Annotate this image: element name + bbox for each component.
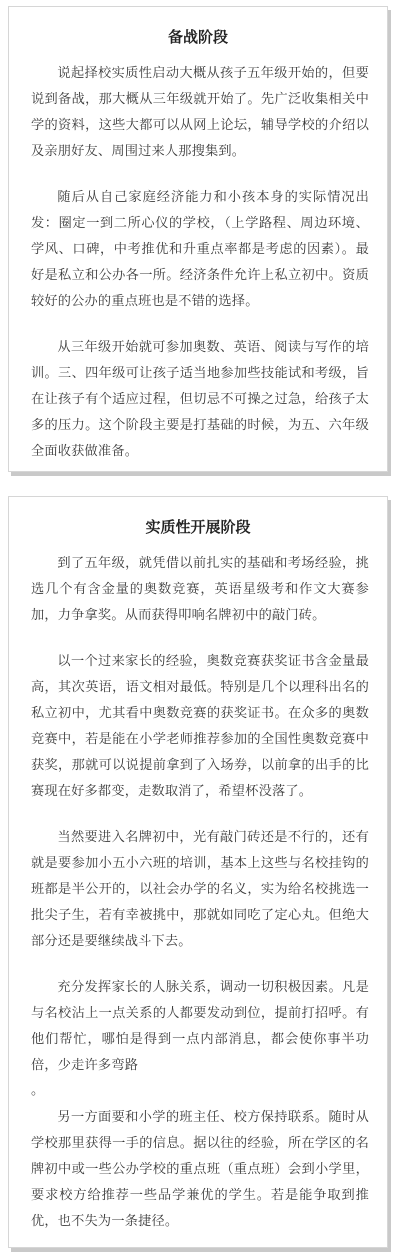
- paragraph: 当然要进入名牌初中，光有敲门砖还是不行的，还有就是要参加小五小六班的培训，基本上这些与名校挂钩的班都是半公开的，以社会办学的名义，实为给名校挑选一批尖子生，若有幸被挑中，那就如同吃了定心丸。但绝大部分还是要继续战斗下去。: [31, 830, 369, 949]
- paragraph: 另一方面要和小学的班主任、校方保持联系。随时从学校那里获得一手的信息。据以往的经验，所在学区的名牌初中或一些公办学校的重点班（重点班）会到小学里，要求校方给推荐一些品学兼优的学生。若是能争取到推优，也不失为一条捷径。: [31, 1110, 369, 1229]
- section-body: [9, 551, 387, 1235]
- paragraph: 以一个过来家长的经验，奥数竞赛获奖证书含金量最高，其次英语，语文相对最低。特别是几个以理科出名的私立初中，尤其看中奥数竞赛的获奖证书。在众多的奥数竞赛中，若是能在小学老师推荐参加的全国性奥数竞赛中获奖，那就可以说提前拿到了入场券，以前拿的出手的比赛现在好多都变，走数取消了，希望杯没落了。: [31, 654, 369, 799]
- stray-punctuation: 。: [31, 1083, 45, 1098]
- paragraph: 充分发挥家长的人脉关系，调动一切积极因素。凡是与名校沾上一点关系的人都要发动到位，提前打招呼。有他们帮忙，哪怕是得到一点内部消息，都会使你事半功倍，少走许多弯路: [31, 980, 369, 1073]
- paragraph: 随后从自己家庭经济能力和小孩本身的实际情况出发：圈定一到二所心仪的学校，（上学路程、周边环境、学风、口碑，中考推优和升重点率都是考虑的因素）。最好是私立和公办各一所。经济条件允许上私立初中。资质较好的公办的重点班也是不错的选择。: [31, 190, 369, 309]
- paragraph: 从三年级开始就可参加奥数、英语、阅读与写作的培训。三、四年级可让孩子适当地参加些技能试和考级，旨在让孩子有个适应过程，但切忌不可操之过急，给孩子太多的压力。这个阶段主要是打基础的时候，为五、六年级全面收获做准备。: [31, 340, 369, 459]
- section-card-preparation: [8, 6, 388, 472]
- section-title: 实质性开展阶段: [145, 518, 251, 536]
- paragraph: 到了五年级，就凭借以前扎实的基础和考场经验，挑选几个有含金量的奥数竞赛，英语星级考和作文大赛参加，力争拿奖。从而获得叩响名牌初中的敲门砖。: [31, 556, 369, 623]
- section-card-execution: [8, 496, 388, 1248]
- section-title: 备战阶段: [167, 28, 228, 46]
- paragraph: 说起择校实质性启动大概从孩子五年级开始的，但要说到备战，那大概从三年级就开始了。先广泛收集相关中学的资料，这些大都可以从网上论坛，辅导学校的介绍以及亲朋好友、周围过来人那搜集到。: [31, 66, 369, 159]
- section-body: [9, 61, 387, 465]
